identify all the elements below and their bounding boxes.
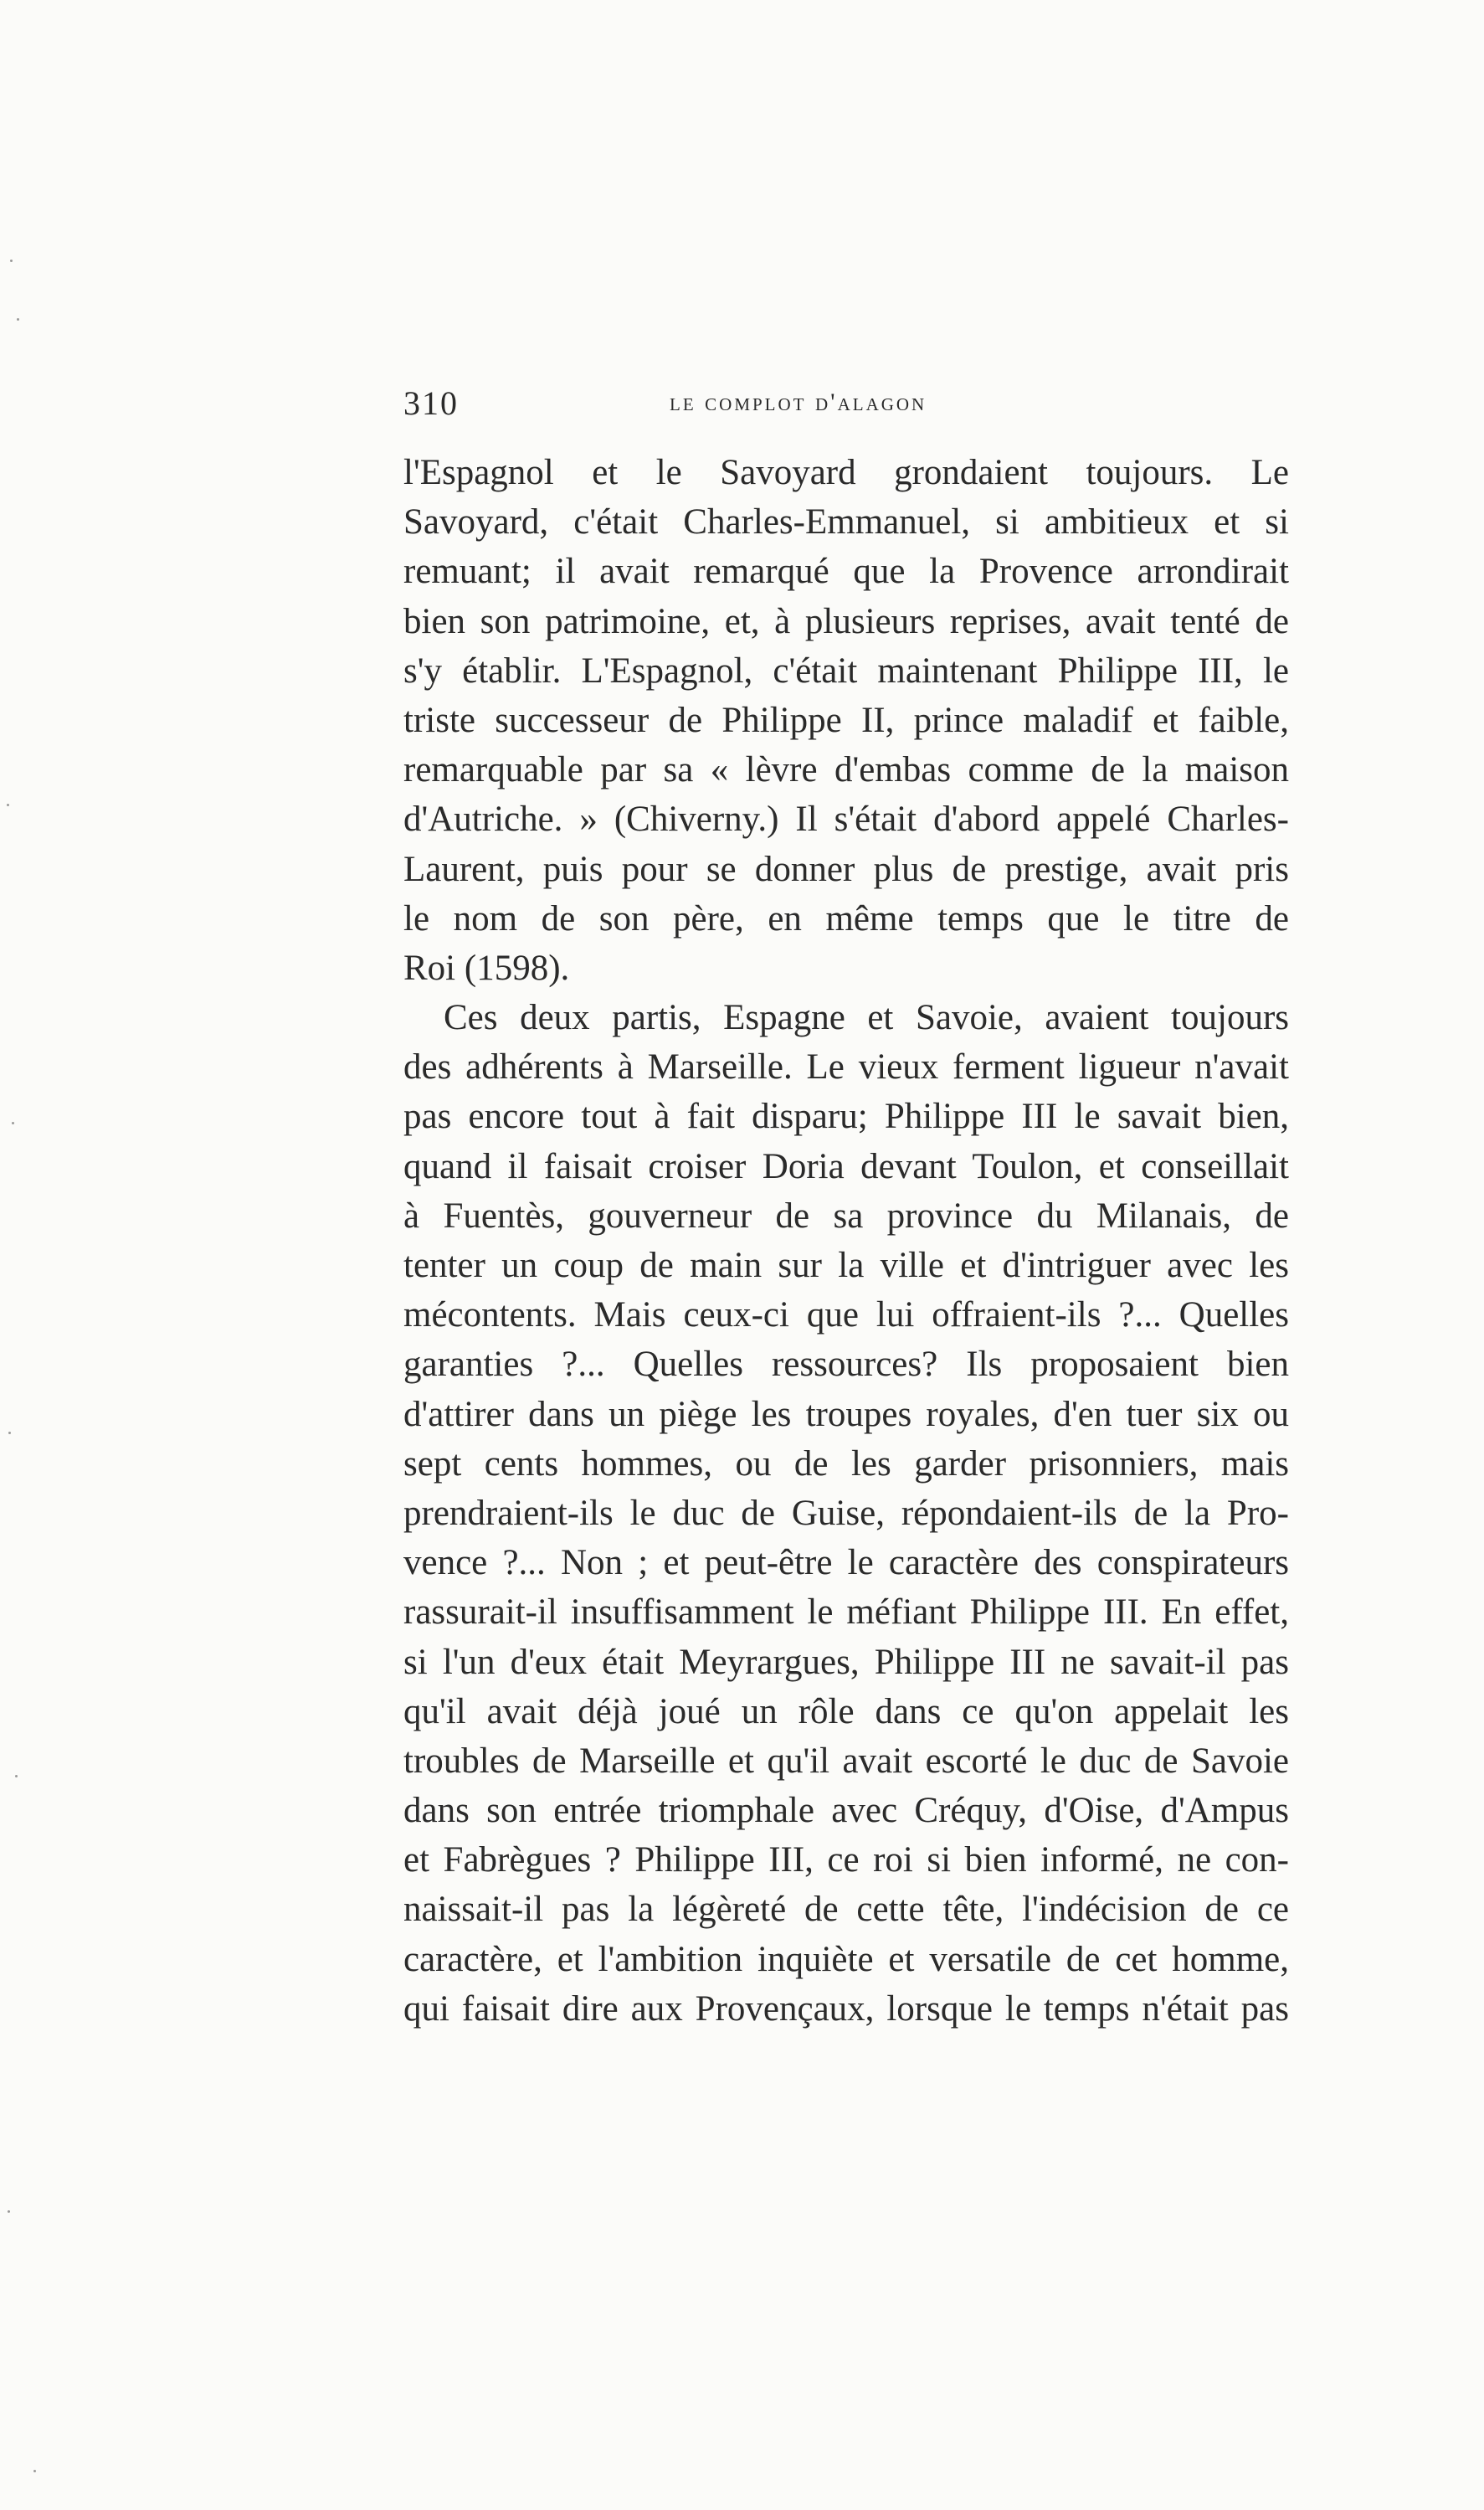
text-line: Savoyard, c'était Charles-Emmanuel, si ambitieux et si: [403, 502, 1289, 543]
text-line: si l'un d'eux était Meyrargues, Philippe III ne savait-il pas: [403, 1642, 1289, 1682]
page-number: 310: [403, 384, 459, 422]
running-head: [403, 383, 1289, 434]
scan-speck: [7, 804, 9, 806]
text-line: quand il faisait croiser Doria devant Toulon, et conseillait: [403, 1146, 1289, 1186]
text-line: naissait-il pas la légèreté de cette tête, l'indécision de ce: [403, 1890, 1289, 1930]
text-line: tenter un coup de main sur la ville et d'intriguer avec les: [403, 1246, 1289, 1285]
text-line: sept cents hommes, ou de les garder prisonniers, mais: [403, 1443, 1289, 1484]
body-text: [403, 448, 1289, 2034]
scan-speck: [33, 2470, 36, 2472]
text-line: Ces deux partis, Espagne et Savoie, avaient toujours: [444, 998, 1289, 1038]
text-line: remarquable par sa « lèvre d'embas comme de la maison: [403, 750, 1289, 790]
text-line: des adhérents à Marseille. Le vieux ferment ligueur n'avait: [403, 1047, 1289, 1088]
text-line: troubles de Marseille et qu'il avait escorté le duc de Savoie: [403, 1741, 1289, 1781]
text-line: pas encore tout à fait disparu; Philippe III le savait bien,: [403, 1097, 1289, 1137]
text-line: mécontents. Mais ceux-ci que lui offraient-ils ?... Quelles: [403, 1295, 1289, 1335]
text-line: Laurent, puis pour se donner plus de prestige, avait pris: [403, 849, 1289, 889]
text-line: prendraient-ils le duc de Guise, répondaient-ils de la Pro-: [403, 1493, 1289, 1533]
scan-speck: [17, 318, 19, 321]
text-line: Roi (1598).: [403, 948, 570, 988]
text-line: et Fabrègues ? Philippe III, ce roi si bien informé, ne con-: [403, 1840, 1289, 1880]
text-line: vence ?... Non ; et peut-être le caractère des conspirateurs: [403, 1543, 1289, 1583]
scan-speck: [8, 1432, 11, 1434]
scan-speck: [10, 260, 13, 262]
text-line: d'attirer dans un piège les troupes royales, d'en tuer six ou: [403, 1394, 1289, 1434]
text-line: l'Espagnol et le Savoyard grondaient toujours. Le: [403, 453, 1289, 492]
text-line: qu'il avait déjà joué un rôle dans ce qu'on appelait les: [403, 1691, 1289, 1731]
text-line: garanties ?... Quelles ressources? Ils proposaient bien: [403, 1345, 1289, 1385]
scan-speck: [8, 2210, 10, 2213]
text-line: dans son entrée triomphale avec Créquy, d'Oise, d'Ampus: [403, 1791, 1289, 1831]
text-line: rassurait-il insuffisamment le méfiant Philippe III. En effet,: [403, 1592, 1289, 1633]
scan-speck: [12, 1122, 14, 1124]
text-line: bien son patrimoine, et, à plusieurs reprises, avait tenté de: [403, 601, 1289, 641]
text-line: caractère, et l'ambition inquiète et versatile de cet homme,: [403, 1939, 1289, 1979]
text-line: qui faisait dire aux Provençaux, lorsque le temps n'était pas: [403, 1988, 1289, 2029]
text-line: le nom de son père, en même temps que le titre de: [403, 898, 1289, 939]
text-line: remuant; il avait remarqué que la Provence arrondirait: [403, 552, 1289, 592]
scan-speck: [15, 1775, 18, 1777]
text-line: triste successeur de Philippe II, prince maladif et faible,: [403, 700, 1289, 740]
text-line: à Fuentès, gouverneur de sa province du Milanais, de: [403, 1196, 1289, 1236]
text-line: d'Autriche. » (Chiverny.) Il s'était d'abord appelé Charles-: [403, 800, 1289, 840]
text-line: s'y établir. L'Espagnol, c'était maintenant Philippe III, le: [403, 651, 1289, 691]
running-title: le complot d'alagon: [670, 388, 927, 416]
